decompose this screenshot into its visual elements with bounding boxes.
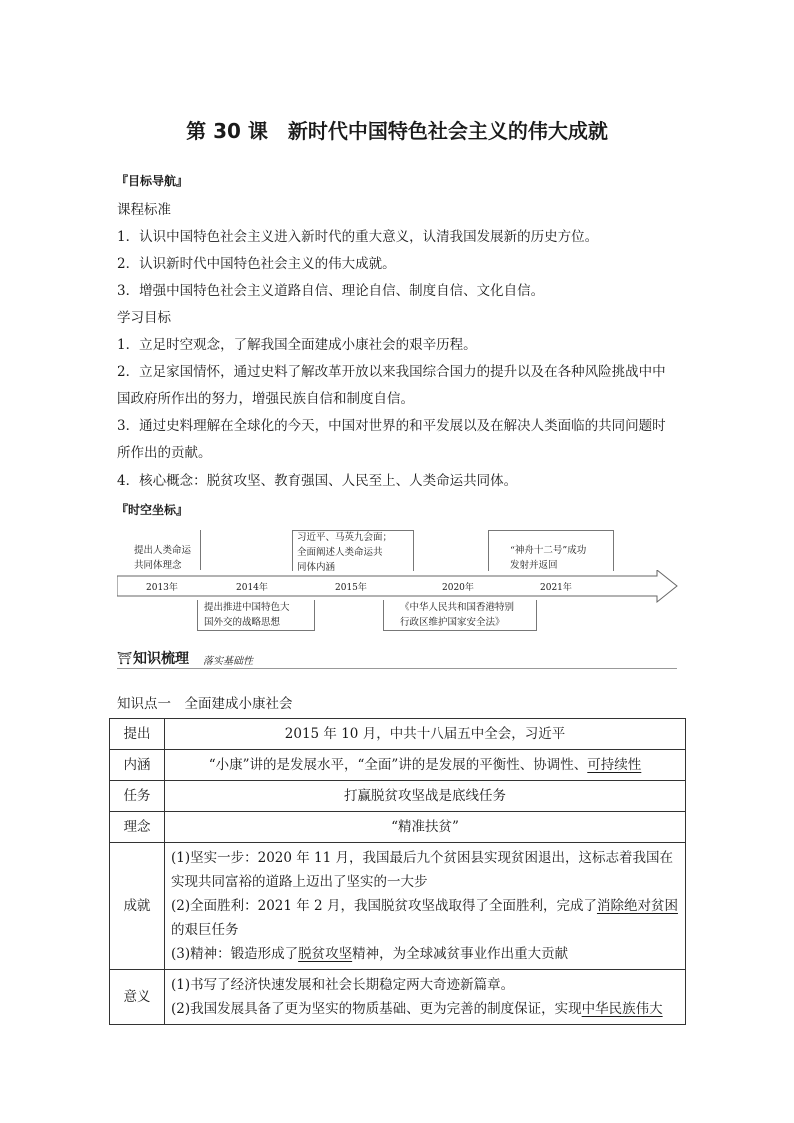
study-item: 4．核心概念：脱贫攻坚、教育强国、人民至上、人类命运共同体。: [117, 473, 518, 489]
knowledge-point-title: 知识点一 全面建成小康社会: [117, 696, 293, 712]
knowledge-table: [109, 718, 686, 1025]
study-item: 国政府所作出的努力，增强民族自信和制度自信。: [117, 391, 414, 407]
page-title: 第 30 课 新时代中国特色社会主义的伟大成就: [186, 119, 608, 143]
section-header: [117, 648, 677, 669]
section-subheading: 落实基础性: [203, 656, 253, 667]
curriculum-item: 2．认识新时代中国特色社会主义的伟大成就。: [117, 256, 396, 272]
table-value: 打赢脱贫攻坚战是底线任务: [165, 781, 686, 812]
table-key: 提出: [110, 719, 165, 750]
study-item: 3．通过史料理解在全球化的今天，中国对世界的和平发展以及在解决人类面临的共同问题时: [117, 418, 666, 434]
table-key: 成就: [110, 843, 165, 970]
section-heading: 知识梳理: [133, 651, 189, 667]
timeline-event: 提出人类命运 共同体理念: [134, 545, 192, 571]
table-value: (1)坚实一步：2020 年 11 月，我国最后九个贫困县实现贫困退出，这标志着我国在 实现共同富裕的道路上迈出了坚实的一大步 (2)全面胜利：2021 年 2 月，我国脱贫攻坚战取得了全面胜利，完成了消除绝对贫困 的艰巨任务 (3)精神：锻造形成了脱贫攻坚精神，为全球减贫事业作出重大贡献: [165, 843, 686, 970]
table-row: [110, 781, 686, 812]
timeline-event: 《中华人民共和国香港特别 行政区维护国家安全法》: [400, 602, 515, 628]
timeline-arrow: [117, 570, 679, 604]
table-value: “小康”讲的是发展水平，“全面”讲的是发展的平衡性、协调性、可持续性: [165, 750, 686, 781]
curriculum-heading: 课程标准: [117, 202, 171, 218]
timeline-event: 提出推进中国特色大 国外交的战略思想: [204, 602, 290, 628]
building-icon: ⛩: [117, 651, 133, 665]
table-value: “精准扶贫”: [165, 812, 686, 843]
timeline-year: 2013年: [146, 583, 178, 593]
study-item: 2．立足家国情怀，通过史料了解改革开放以来我国综合国力的提升以及在各种风险挑战中中: [117, 364, 666, 380]
timeline-year: 2014年: [236, 583, 268, 593]
study-item: 所作出的贡献。: [117, 445, 212, 461]
timeline-event: 习近平、马英九会面； 全面阐述人类命运共 同体内涵: [297, 532, 393, 573]
table-row: [110, 812, 686, 843]
study-item: 1．立足时空观念，了解我国全面建成小康社会的艰辛历程。: [117, 337, 477, 353]
table-row: [110, 970, 686, 1025]
table-key: 理念: [110, 812, 165, 843]
curriculum-item: 1．认识中国特色社会主义进入新时代的重大意义，认清我国发展新的历史方位。: [117, 229, 599, 245]
table-row: [110, 750, 686, 781]
timeline-year: 2020年: [442, 583, 474, 593]
curriculum-item: 3．增强中国特色社会主义道路自信、理论自信、制度自信、文化自信。: [117, 283, 545, 299]
timeline-year: 2015年: [335, 583, 367, 593]
table-key: 任务: [110, 781, 165, 812]
table-row: [110, 719, 686, 750]
section-tag-time: 『时空坐标』: [116, 503, 189, 517]
table-row: [110, 843, 686, 970]
table-value: 2015 年 10 月，中共十八届五中全会，习近平: [165, 719, 686, 750]
timeline-bracket: [200, 530, 201, 570]
table-key: 内涵: [110, 750, 165, 781]
timeline-event: “神舟十二号”成功 发射并返回: [510, 545, 587, 571]
table-key: 意义: [110, 970, 165, 1025]
study-heading: 学习目标: [117, 310, 171, 326]
table-value: (1)书写了经济快速发展和社会长期稳定两大奇迹新篇章。 (2)我国发展具备了更为坚实的物质基础、更为完善的制度保证，实现中华民族伟大: [165, 970, 686, 1025]
timeline-year: 2021年: [540, 583, 572, 593]
section-tag-goal: 『目标导航』: [116, 174, 189, 188]
